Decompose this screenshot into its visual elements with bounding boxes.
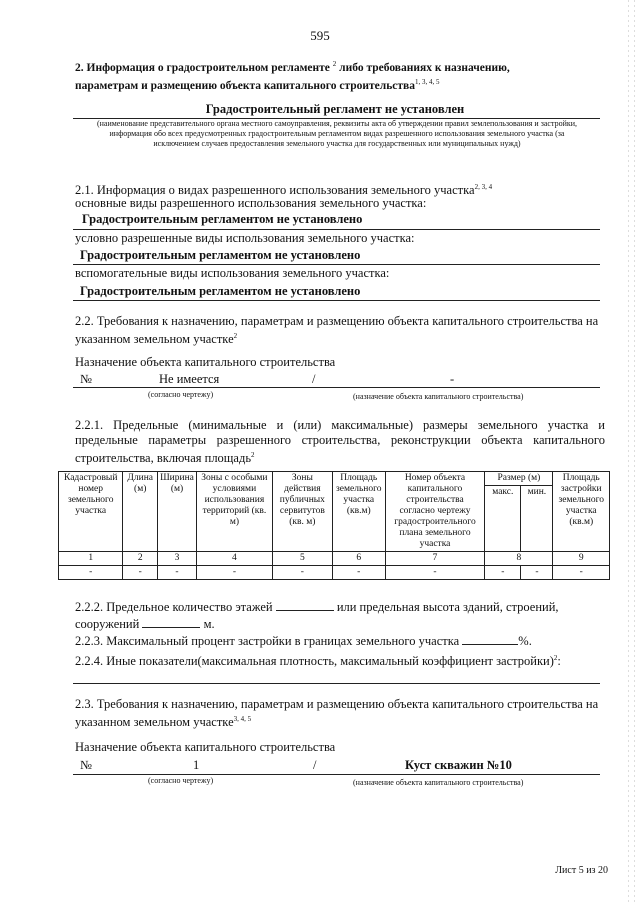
col-number: 4 bbox=[196, 552, 272, 566]
header-length: Длина (м) bbox=[123, 472, 158, 552]
section-2-1-title: 2.1. Информация о видах разрешенного использования земельного участка$^{2, 3, 4}$ bbox=[75, 183, 493, 198]
table-cell: - bbox=[196, 566, 272, 580]
header-size: Размер (м) bbox=[485, 472, 553, 486]
header-building-area: Площадь застройки земельного участка (кв.м) bbox=[553, 472, 610, 552]
col-number: 1 bbox=[59, 552, 123, 566]
header-object-number: Номер объекта капитального строительства согласно чертежу градостроительного плана земельного участка bbox=[385, 472, 485, 552]
regulation-status: Градостроительный регламент не установлен bbox=[205, 102, 465, 116]
col-number: 6 bbox=[332, 552, 385, 566]
auxiliary-uses-label: вспомогательные виды использования земельного участка: bbox=[75, 266, 390, 280]
header-servitudes: Зоны действия публичных сервитутов (кв. м) bbox=[272, 472, 332, 552]
section-2-2-4: 2.2.4. Иные показатели(максимальная плотность, максимальный коэффициент застройки)$^2$: bbox=[75, 654, 561, 669]
parameters-table bbox=[58, 471, 610, 580]
conditional-uses-value: Градостроительным регламентом не установлено bbox=[80, 248, 361, 262]
table-cell: - bbox=[553, 566, 610, 580]
section-2-2-3: 2.2.3. Максимальный процент застройки в границах земельного участка %. bbox=[75, 634, 532, 648]
page-number: 595 bbox=[310, 28, 330, 43]
caption-purpose-2: (назначение объекта капитального строительства) bbox=[353, 778, 524, 787]
section-2-2-2-line1: 2.2.2. Предельное количество этажей или предельная высота зданий, строений, bbox=[75, 600, 559, 614]
table-numbers-row bbox=[59, 552, 610, 566]
auxiliary-uses-value: Градостроительным регламентом не установлено bbox=[80, 284, 361, 298]
col-number: 3 bbox=[158, 552, 197, 566]
header-size-max: макс. bbox=[485, 486, 521, 552]
conditional-uses-label: условно разрешенные виды использования земельного участка: bbox=[75, 231, 415, 245]
main-uses-value: Градостроительным регламентом не установлено bbox=[82, 212, 363, 226]
purpose-label-2: Назначение объекта капитального строительства bbox=[75, 740, 336, 754]
object-number-1: Не имеется bbox=[159, 372, 220, 386]
purpose-label-1: Назначение объекта капитального строительства bbox=[75, 355, 336, 369]
col-number: 8 bbox=[485, 552, 553, 566]
table-cell: - bbox=[272, 566, 332, 580]
table-cell: - bbox=[385, 566, 485, 580]
caption-purpose-1: (назначение объекта капитального строительства) bbox=[353, 392, 524, 401]
table-cell: - bbox=[521, 566, 553, 580]
col-number: 2 bbox=[123, 552, 158, 566]
number-sign-1: № bbox=[80, 372, 92, 386]
regulation-caption: (наименование представительного органа местного самоуправления, реквизиты акта об утверждении правил землепользования и застройки, информация обо всех предусмотренных градостроительным регламентом видах разрешенного использования земельного участка (за исключением случаев предоставления земельного участка для государственных или муниципальных нужд) bbox=[96, 119, 578, 148]
header-special-zones: Зоны с особыми условиями использования территорий (кв. м) bbox=[196, 472, 272, 552]
col-number: 9 bbox=[553, 552, 610, 566]
table-cell: - bbox=[158, 566, 197, 580]
section-2-2-title: 2.2. Требования к назначению, параметрам и размещению объекта капитального строительства на указанном земельном участке$^2$ bbox=[75, 314, 599, 347]
header-width: Ширина (м) bbox=[158, 472, 197, 552]
section-2-2-2-line2: сооружений м. bbox=[75, 617, 215, 631]
header-size-min: мин. bbox=[521, 486, 553, 552]
section-2-title: 2. Информация о градостроительном регламенте $^2$ либо требованиях к назначению, параметрам и размещению объекта капитального строительства$^{1, 3, 4, 5}$ bbox=[75, 60, 510, 92]
number-sign-2: № bbox=[80, 758, 92, 772]
section-2-2-1-title: 2.2.1. Предельные (минимальные и (или) максимальные) размеры земельного участка и предельные параметры разрешенного строительства, реконструкции объекта капитального строительства, включая площадь$^2$ bbox=[75, 418, 605, 466]
header-land-area: Площадь земельного участка (кв.м) bbox=[332, 472, 385, 552]
caption-drawing-1: (согласно чертежу) bbox=[148, 390, 214, 399]
purpose-value-1: - bbox=[450, 372, 455, 386]
main-uses-label: основные виды разрешенного использования земельного участка: bbox=[75, 196, 427, 210]
caption-drawing-2: (согласно чертежу) bbox=[148, 776, 214, 785]
purpose-value-2: Куст скважин №10 bbox=[405, 758, 512, 772]
table-cell: - bbox=[485, 566, 521, 580]
table-cell: - bbox=[332, 566, 385, 580]
sheet-counter: Лист 5 из 20 bbox=[555, 865, 608, 876]
col-number: 5 bbox=[272, 552, 332, 566]
col-number: 7 bbox=[385, 552, 485, 566]
slash-2: / bbox=[313, 758, 317, 772]
table-cell: - bbox=[123, 566, 158, 580]
slash-1: / bbox=[312, 372, 316, 386]
table-cell: - bbox=[59, 566, 123, 580]
table-header-row bbox=[59, 472, 610, 486]
table-row bbox=[59, 566, 610, 580]
section-2-3-title: 2.3. Требования к назначению, параметрам и размещению объекта капитального строительства на указанном земельном участке$^{3, 4, 5}$ bbox=[75, 697, 599, 730]
object-number-2: 1 bbox=[193, 758, 200, 772]
header-cadastral: Кадастровый номер земельного участка bbox=[59, 472, 123, 552]
